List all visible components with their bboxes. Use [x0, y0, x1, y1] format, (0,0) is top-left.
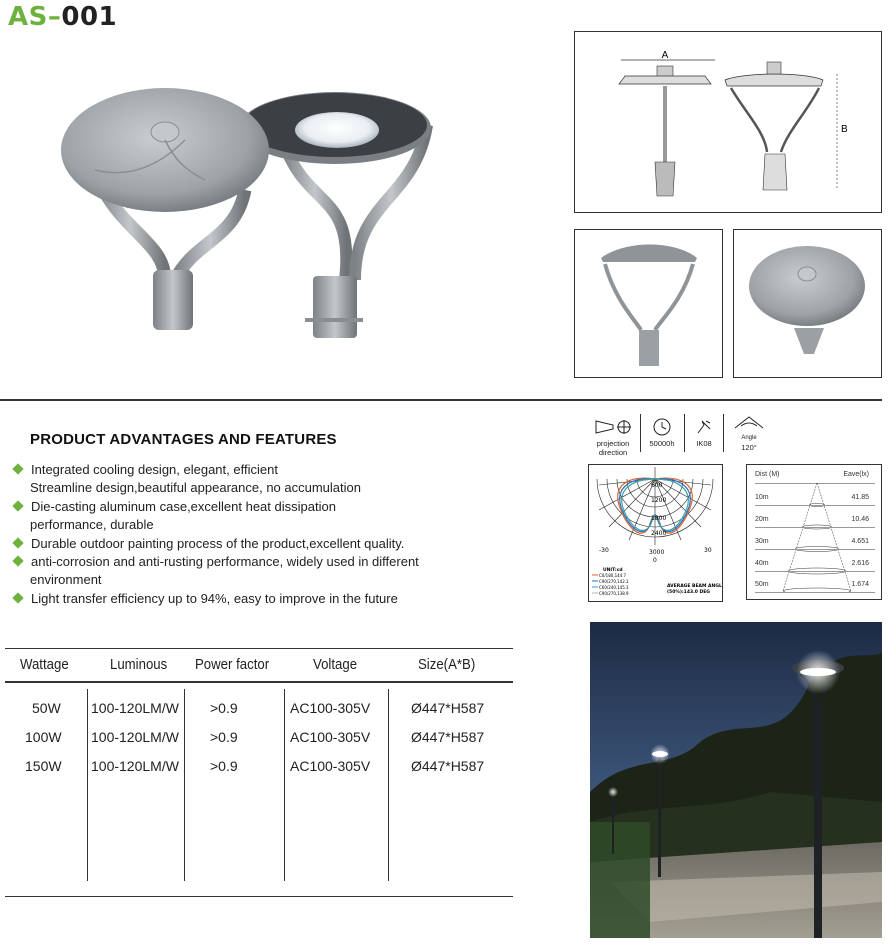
lux-col-header: Eave(lx): [843, 471, 869, 478]
col-header-power-factor: Power factor: [195, 656, 270, 673]
projection-label-2: direction: [598, 448, 628, 457]
distance-value: 50m: [755, 581, 769, 588]
icon-separator: [640, 414, 641, 452]
col-header-wattage: Wattage: [20, 656, 69, 673]
top-view-svg: [734, 230, 881, 377]
col-divider: [184, 689, 185, 881]
ik-rating-badge: [688, 417, 720, 448]
polar-beam-line1: AVERAGE BEAM ANGLE: [667, 584, 722, 589]
col-divider: [87, 689, 88, 881]
lux-value: 1.674: [851, 581, 869, 588]
cell-luminous: 100-120LM/W: [91, 758, 179, 774]
col-divider: [284, 689, 285, 881]
polar-ring-label: 3000: [649, 549, 665, 556]
row-line: [755, 571, 875, 572]
col-divider: [388, 689, 389, 881]
bullet-diamond-icon: [12, 500, 23, 511]
angle-label: 120°: [741, 443, 757, 452]
distance-value: 30m: [755, 538, 769, 545]
bullet-diamond-icon: [12, 537, 23, 548]
feature-item: [12, 590, 398, 608]
polar-left-label: -30: [599, 547, 609, 554]
cell-voltage: AC100-305V: [290, 700, 371, 716]
table-bottom-rule: [5, 896, 513, 897]
illuminance-row: [755, 538, 875, 545]
row-line: [755, 549, 875, 550]
side-view-svg: [575, 230, 722, 377]
cell-power-factor: >0.9: [210, 700, 238, 716]
feature-text: Integrated cooling design, elegant, efficient: [31, 462, 278, 477]
lux-value: 10.46: [851, 516, 869, 523]
cell-size: Ø447*H587: [411, 700, 485, 716]
dimension-drawing: [574, 31, 882, 213]
distance-value: 20m: [755, 516, 769, 523]
beam-angle-badge: [727, 414, 771, 452]
row-line: [755, 505, 875, 506]
feature-text-cont: performance, durable: [30, 517, 154, 532]
polar-beam-line2: (50%):143.0 DEG: [667, 590, 710, 595]
polar-ring-label: 1200: [651, 497, 667, 504]
advantages-heading: PRODUCT ADVANTAGES AND FEATURES: [30, 431, 337, 448]
product-title: [8, 2, 117, 32]
title-prefix: AS: [8, 2, 48, 32]
angle-small-label: Angle: [741, 435, 757, 441]
icon-separator: [684, 414, 685, 452]
cell-wattage: 150W: [25, 758, 62, 774]
cell-size: Ø447*H587: [411, 758, 485, 774]
feature-text: Durable outdoor painting process of the product,excellent quality.: [31, 536, 405, 551]
feature-item: [12, 535, 404, 553]
feature-item: [12, 461, 361, 497]
title-dash: –: [47, 2, 62, 32]
bullet-diamond-icon: [12, 592, 23, 603]
lux-value: 4.651: [851, 538, 869, 545]
ik-label: IK08: [696, 439, 712, 448]
cell-size: Ø447*H587: [411, 729, 485, 745]
spec-table: [5, 648, 513, 898]
illuminance-header: [755, 471, 875, 478]
polar-legend-3: C60/240,145.3: [599, 585, 629, 590]
cell-wattage: 50W: [32, 700, 61, 716]
polar-ring-label: 1800: [651, 515, 667, 522]
product-photo: [55, 80, 445, 350]
illuminance-row: [755, 581, 875, 588]
illuminance-row: [755, 516, 875, 523]
icon-separator: [723, 414, 724, 452]
cell-power-factor: >0.9: [210, 729, 238, 745]
distance-value: 40m: [755, 560, 769, 567]
feature-text: Light transfer efficiency up to 94%, easy to improve in the future: [31, 591, 398, 606]
col-header-luminous: Luminous: [110, 656, 168, 673]
feature-text-cont: Streamline design,beautiful appearance, no accumulation: [30, 480, 361, 495]
polar-legend-2: C90/270,142.1: [599, 579, 629, 584]
bullet-diamond-icon: [12, 555, 23, 566]
dim-a-label: A: [661, 50, 669, 61]
row-line: [755, 592, 875, 593]
title-suffix: 001: [61, 2, 118, 32]
polar-bottom-label: 0: [653, 557, 657, 564]
lifetime-label: 50000h: [649, 439, 675, 448]
lux-value: 2.616: [851, 560, 869, 567]
illuminance-table: [746, 464, 882, 600]
dist-col-header: Dist (M): [755, 471, 780, 478]
cell-power-factor: >0.9: [210, 758, 238, 774]
impact-icon: [694, 417, 714, 437]
bullet-diamond-icon: [12, 463, 23, 474]
feature-item: [12, 553, 419, 589]
lifetime-badge: [645, 417, 679, 448]
distance-value: 10m: [755, 494, 769, 501]
cell-luminous: 100-120LM/W: [91, 700, 179, 716]
col-header-voltage: Voltage: [313, 656, 358, 673]
side-view-photo: [574, 229, 723, 378]
col-header-size: Size(A*B): [418, 656, 476, 673]
feature-item: [12, 498, 336, 534]
dimension-drawing-svg: [575, 32, 881, 212]
polar-distribution: [588, 464, 723, 602]
polar-unit: UNIT:cd: [603, 568, 623, 573]
cell-wattage: 100W: [25, 729, 62, 745]
feature-text: anti-corrosion and anti-rusting performance, widely used in different: [31, 554, 419, 569]
dim-b-label: B: [841, 124, 848, 135]
cell-luminous: 100-120LM/W: [91, 729, 179, 745]
illuminance-row: [755, 560, 875, 567]
polar-top-value: 600: [651, 482, 663, 489]
top-view-photo: [733, 229, 882, 378]
polar-legend-1: C0/180,144.7: [599, 573, 627, 578]
section-divider: [0, 399, 882, 401]
polar-legend-4: C90/270,138.9: [599, 591, 629, 596]
feature-text: Die-casting aluminum case,excellent heat dissipation: [31, 499, 336, 514]
table-header-rule: [5, 681, 513, 683]
projection-direction-badge: [592, 417, 634, 457]
polar-ring-label: 2400: [651, 530, 667, 537]
projection-label: projection: [596, 439, 630, 448]
feature-text-cont: environment: [30, 572, 102, 587]
row-line: [755, 527, 875, 528]
illuminance-row: [755, 494, 875, 501]
application-photo: [590, 622, 882, 938]
cell-voltage: AC100-305V: [290, 758, 371, 774]
lux-value: 41.85: [851, 494, 869, 501]
table-top-rule: [5, 648, 513, 649]
angle-icon: [731, 414, 767, 432]
cell-voltage: AC100-305V: [290, 729, 371, 745]
polar-svg: [589, 465, 722, 601]
projection-icon: [593, 417, 633, 437]
polar-right-label: 30: [704, 547, 712, 554]
clock-icon: [652, 417, 672, 437]
